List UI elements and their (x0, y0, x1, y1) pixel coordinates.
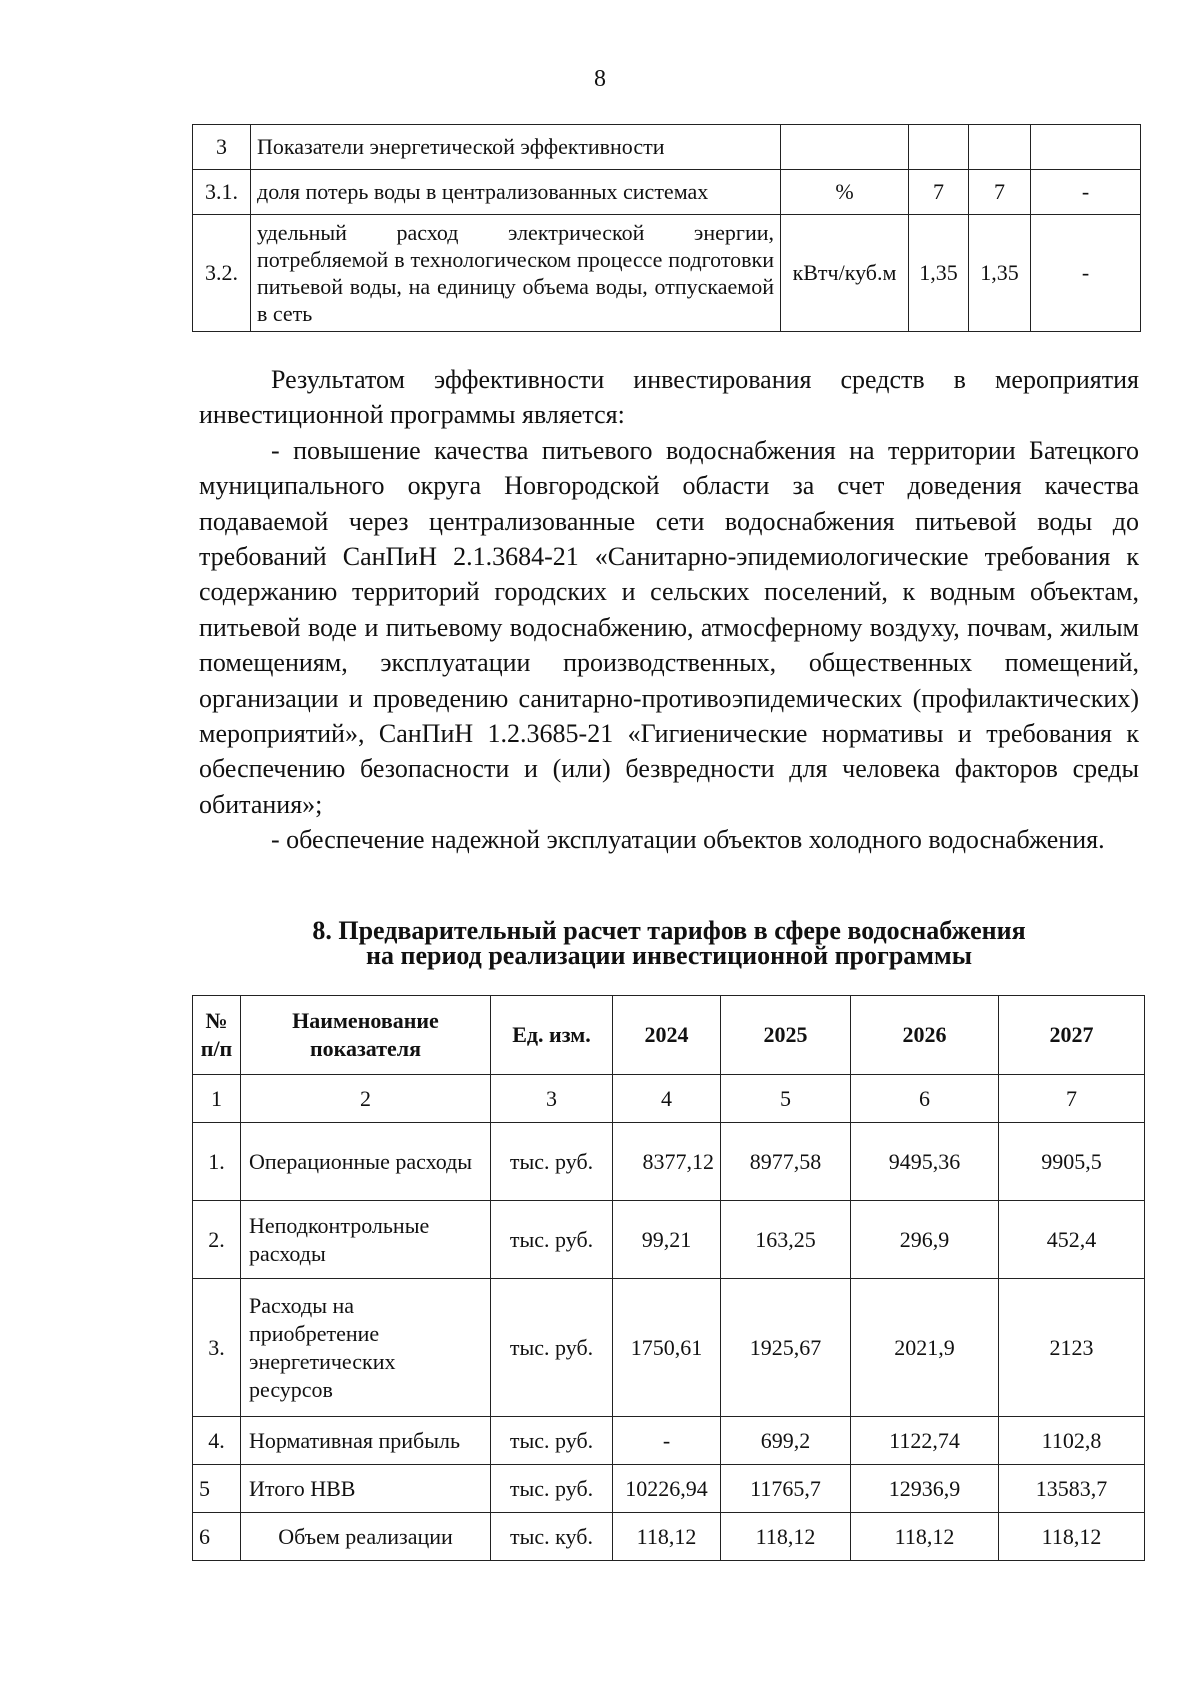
header-unit: Ед. изм. (491, 996, 613, 1075)
value-2027: 118,12 (999, 1513, 1145, 1561)
unit-cell (781, 125, 909, 170)
value-2026: 9495,36 (851, 1123, 999, 1201)
energy-efficiency-table (192, 124, 1141, 332)
value-2024: 118,12 (613, 1513, 721, 1561)
value-cell (969, 125, 1031, 170)
row-number: 3.1. (193, 170, 251, 215)
paragraph: Результатом эффективности инвестирования средств в мероприятия инвестиционной программы является: (199, 365, 1139, 430)
column-number: 3 (491, 1075, 613, 1123)
value-2027: 9905,5 (999, 1123, 1145, 1201)
value-2027: 13583,7 (999, 1465, 1145, 1513)
table-row (193, 1417, 1145, 1465)
row-number: 2. (193, 1201, 241, 1279)
table-row (193, 170, 1141, 215)
value-cell (909, 125, 969, 170)
table-row (193, 125, 1141, 170)
value-2026: 296,9 (851, 1201, 999, 1279)
row-number: 1. (193, 1123, 241, 1201)
value-cell: 7 (969, 170, 1031, 215)
page-number: 8 (594, 66, 606, 92)
value-2024: 99,21 (613, 1201, 721, 1279)
unit-cell: тыс. руб. (491, 1201, 613, 1279)
value-cell: 7 (909, 170, 969, 215)
paragraph: - повышение качества питьевого водоснабжения на территории Батецкого муниципального округа Новгородской области за счет доведения качества подаваемой через централизованные сети водоснабжения питьевой воды до требований СанПиН 2.1.3684-21 «Санитарно-эпидемиологические требования к содержанию территорий городских и сельских поселений, к водным объектам, питьевой воде и питьевому водоснабжению, атмосферному воздуху, почвам, жилым помещениям, эксплуатации производственных, общественных помещений, организации и проведению санитарно-противоэпидемических (профилактических) мероприятий», СанПиН 1.2.3685-21 «Гигиенические нормативы и требования к обеспечению безопасности и (или) безвредности для человека факторов среды обитания»; (199, 435, 1139, 819)
value-2024: 10226,94 (613, 1465, 721, 1513)
indicator-name: доля потерь воды в централизованных системах (251, 170, 781, 215)
column-number-row (193, 1075, 1145, 1123)
section-title-line: 8. Предварительный расчет тарифов в сфере водоснабжения (312, 916, 1026, 945)
unit-cell: % (781, 170, 909, 215)
indicator-name: Неподконтрольные расходы (241, 1201, 491, 1279)
indicator-name: Итого НВВ (241, 1465, 491, 1513)
column-number: 6 (851, 1075, 999, 1123)
column-number: 1 (193, 1075, 241, 1123)
value-2025: 11765,7 (721, 1465, 851, 1513)
header-year: 2024 (613, 996, 721, 1075)
table-header-row (193, 996, 1145, 1075)
value-cell: 1,35 (969, 215, 1031, 332)
header-name: Наименование показателя (241, 996, 491, 1075)
value-2024: 1750,61 (613, 1279, 721, 1417)
header-year: 2025 (721, 996, 851, 1075)
value-2025: 1925,67 (721, 1279, 851, 1417)
table-row (193, 1465, 1145, 1513)
column-number: 5 (721, 1075, 851, 1123)
value-2026: 2021,9 (851, 1279, 999, 1417)
table-row (193, 1279, 1145, 1417)
unit-cell: тыс. руб. (491, 1465, 613, 1513)
row-number: 3.2. (193, 215, 251, 332)
value-cell: - (1031, 215, 1141, 332)
body-text (199, 362, 1139, 858)
indicator-name: Нормативная прибыль (241, 1417, 491, 1465)
unit-cell: тыс. куб. (491, 1513, 613, 1561)
header-num: № п/п (193, 996, 241, 1075)
value-2024: 8377,12 (613, 1123, 721, 1201)
value-2025: 699,2 (721, 1417, 851, 1465)
indicator-name: Показатели энергетической эффективности (251, 125, 781, 170)
header-year: 2027 (999, 996, 1145, 1075)
value-cell (1031, 125, 1141, 170)
indicator-name: Объем реализации (241, 1513, 491, 1561)
row-number: 3 (193, 125, 251, 170)
unit-cell: тыс. руб. (491, 1417, 613, 1465)
unit-cell: кВтч/куб.м (781, 215, 909, 332)
value-2026: 118,12 (851, 1513, 999, 1561)
row-number: 3. (193, 1279, 241, 1417)
value-cell: 1,35 (909, 215, 969, 332)
value-2026: 1122,74 (851, 1417, 999, 1465)
table-row (193, 1513, 1145, 1561)
indicator-name: Расходы на приобретение энергетических ресурсов (241, 1279, 491, 1417)
unit-cell: тыс. руб. (491, 1123, 613, 1201)
paragraph: - обеспечение надежной эксплуатации объектов холодного водоснабжения. (271, 825, 1105, 855)
value-cell: - (1031, 170, 1141, 215)
table-row (193, 1123, 1145, 1201)
table-row (193, 215, 1141, 332)
row-number: 4. (193, 1417, 241, 1465)
indicator-name: удельный расход электрической энергии, потребляемой в технологическом процессе подготовки питьевой воды, на единицу объема воды, отпускаемой в сеть (251, 215, 781, 332)
value-2027: 2123 (999, 1279, 1145, 1417)
column-number: 4 (613, 1075, 721, 1123)
column-number: 2 (241, 1075, 491, 1123)
column-number: 7 (999, 1075, 1145, 1123)
section-title (199, 918, 1139, 968)
unit-cell: тыс. руб. (491, 1279, 613, 1417)
value-2027: 452,4 (999, 1201, 1145, 1279)
value-2026: 12936,9 (851, 1465, 999, 1513)
indicator-name: Операционные расходы (241, 1123, 491, 1201)
row-number: 5 (193, 1465, 241, 1513)
value-2024: - (613, 1417, 721, 1465)
section-title-line: на период реализации инвестиционной программы (365, 941, 972, 970)
tariff-table (192, 995, 1145, 1561)
header-year: 2026 (851, 996, 999, 1075)
value-2025: 8977,58 (721, 1123, 851, 1201)
table-row (193, 1201, 1145, 1279)
value-2025: 163,25 (721, 1201, 851, 1279)
value-2025: 118,12 (721, 1513, 851, 1561)
value-2027: 1102,8 (999, 1417, 1145, 1465)
row-number: 6 (193, 1513, 241, 1561)
